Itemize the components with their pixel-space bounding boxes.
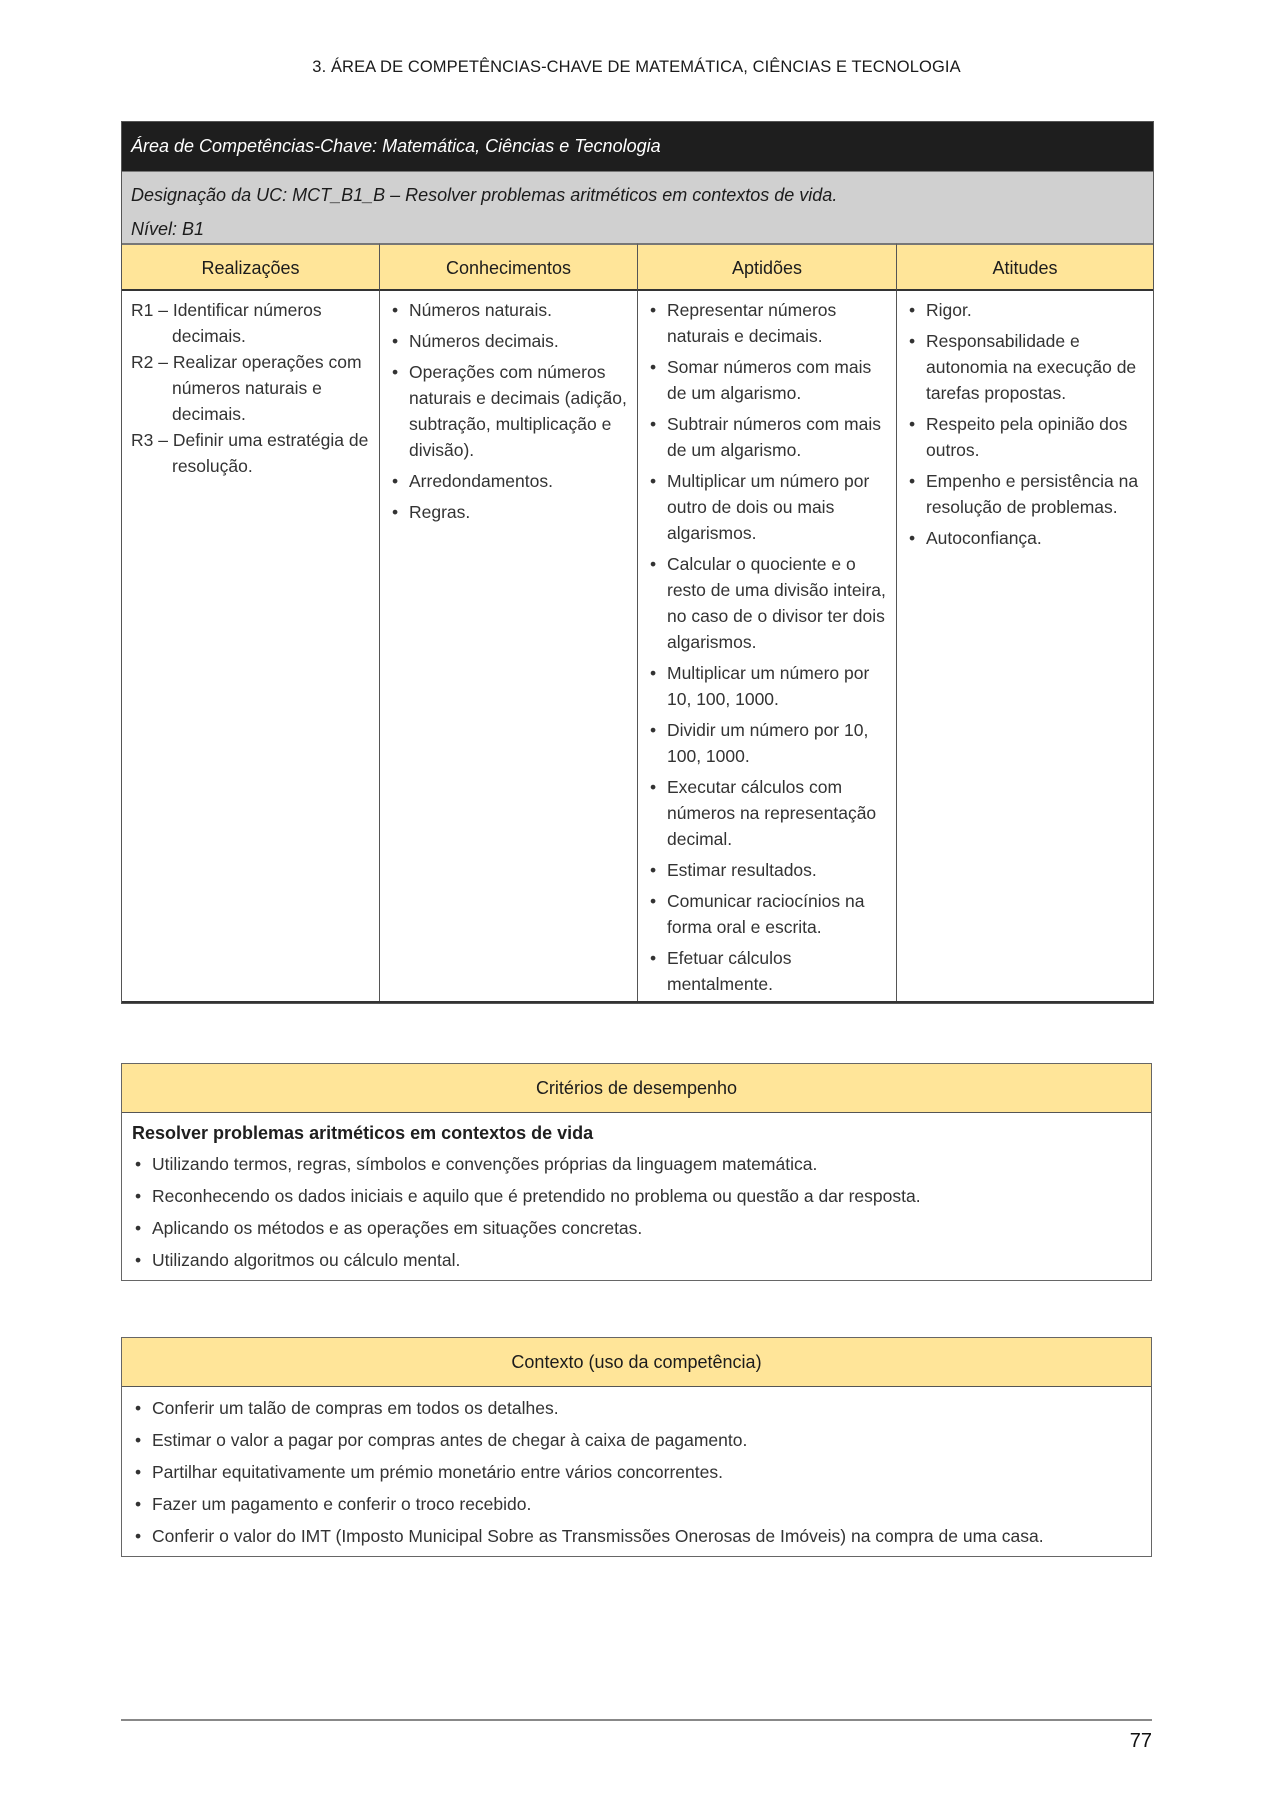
list-item: R2 – Realizar operações com números naturais e decimais. (131, 352, 362, 424)
list-item: • Responsabilidade e autonomia na execução de tarefas propostas. (906, 328, 1145, 406)
uc-area-title: Área de Competências-Chave: Matemática, Ciências e Tecnologia (122, 122, 1153, 171)
list-item: • Utilizando algoritmos ou cálculo mental. (132, 1244, 1141, 1276)
list-item: • Autoconfiança. (906, 525, 1145, 551)
list-item: • Comunicar raciocínios na forma oral e escrita. (647, 888, 888, 940)
list-item: • Aplicando os métodos e as operações em situações concretas. (132, 1212, 1141, 1244)
list-item: • Efetuar cálculos mentalmente. (647, 945, 888, 997)
list-item: • Operações com números naturais e decimais (adição, subtração, multiplicação e divisão). (389, 359, 629, 463)
list-item: • Utilizando termos, regras, símbolos e convenções próprias da linguagem matemática. (132, 1148, 1141, 1180)
list-item: • Somar números com mais de um algarismo. (647, 354, 888, 406)
context-box (121, 1337, 1152, 1557)
list-item: • Reconhecendo os dados iniciais e aquilo que é pretendido no problema ou questão a dar resposta. (132, 1180, 1141, 1212)
uc-meta (122, 171, 1153, 243)
list-item: • Fazer um pagamento e conferir o troco recebido. (132, 1488, 1141, 1520)
list-item: • Multiplicar um número por 10, 100, 1000. (647, 660, 888, 712)
context-header: Contexto (uso da competência) (122, 1338, 1151, 1387)
col-header-conhecimentos: Conhecimentos (379, 243, 637, 291)
list-item: • Rigor. (906, 297, 1145, 323)
list-item: • Estimar o valor a pagar por compras antes de chegar à caixa de pagamento. (132, 1424, 1141, 1456)
list-item: • Subtrair números com mais de um algarismo. (647, 411, 888, 463)
criteria-subheading: Resolver problemas aritméticos em contextos de vida (132, 1123, 594, 1143)
uc-column-headers (122, 243, 1153, 291)
list-item: • Respeito pela opinião dos outros. (906, 411, 1145, 463)
running-head: 3. ÁREA DE COMPETÊNCIAS-CHAVE DE MATEMÁTICA, CIÊNCIAS E TECNOLOGIA (312, 58, 961, 76)
footer-divider (121, 1719, 1152, 1721)
criteria-header: Critérios de desempenho (122, 1064, 1151, 1113)
list-item: • Arredondamentos. (389, 468, 629, 494)
list-item: • Dividir um número por 10, 100, 1000. (647, 717, 888, 769)
list-item: • Conferir o valor do IMT (Imposto Municipal Sobre as Transmissões Onerosas de Imóveis) na compra de uma casa. (132, 1520, 1141, 1552)
uc-column-bodies (122, 291, 1153, 1003)
list-item: • Executar cálculos com números na representação decimal. (647, 774, 888, 852)
list-item: • Empenho e persistência na resolução de problemas. (906, 468, 1145, 520)
conhecimentos-list (379, 291, 637, 1001)
list-item: • Números decimais. (389, 328, 629, 354)
uc-designation: Designação da UC: MCT_B1_B – Resolver problemas aritméticos em contextos de vida. (131, 185, 838, 205)
realizacoes-list (122, 291, 379, 1001)
criteria-box (121, 1063, 1152, 1281)
list-item: • Conferir um talão de compras em todos os detalhes. (132, 1392, 1141, 1424)
list-item: • Partilhar equitativamente um prémio monetário entre vários concorrentes. (132, 1456, 1141, 1488)
atitudes-list (896, 291, 1153, 1001)
list-item: R1 – Identificar números decimais. (131, 300, 322, 346)
col-header-aptidoes: Aptidões (637, 243, 896, 291)
list-item: • Números naturais. (389, 297, 629, 323)
page-number: 77 (1129, 1730, 1152, 1752)
col-header-atitudes: Atitudes (896, 243, 1153, 291)
list-item: • Representar números naturais e decimais. (647, 297, 888, 349)
context-body (122, 1387, 1151, 1556)
list-item: • Regras. (389, 499, 629, 525)
uc-level: Nível: B1 (131, 219, 205, 239)
uc-table (121, 121, 1154, 1004)
list-item: • Estimar resultados. (647, 857, 888, 883)
list-item: • Multiplicar um número por outro de dois ou mais algarismos. (647, 468, 888, 546)
col-header-realizacoes: Realizações (122, 243, 379, 291)
criteria-body (122, 1113, 1151, 1280)
aptidoes-list (637, 291, 896, 1001)
list-item: • Calcular o quociente e o resto de uma divisão inteira, no caso de o divisor ter dois algarismos. (647, 551, 888, 655)
list-item: R3 – Definir uma estratégia de resolução. (131, 430, 369, 476)
